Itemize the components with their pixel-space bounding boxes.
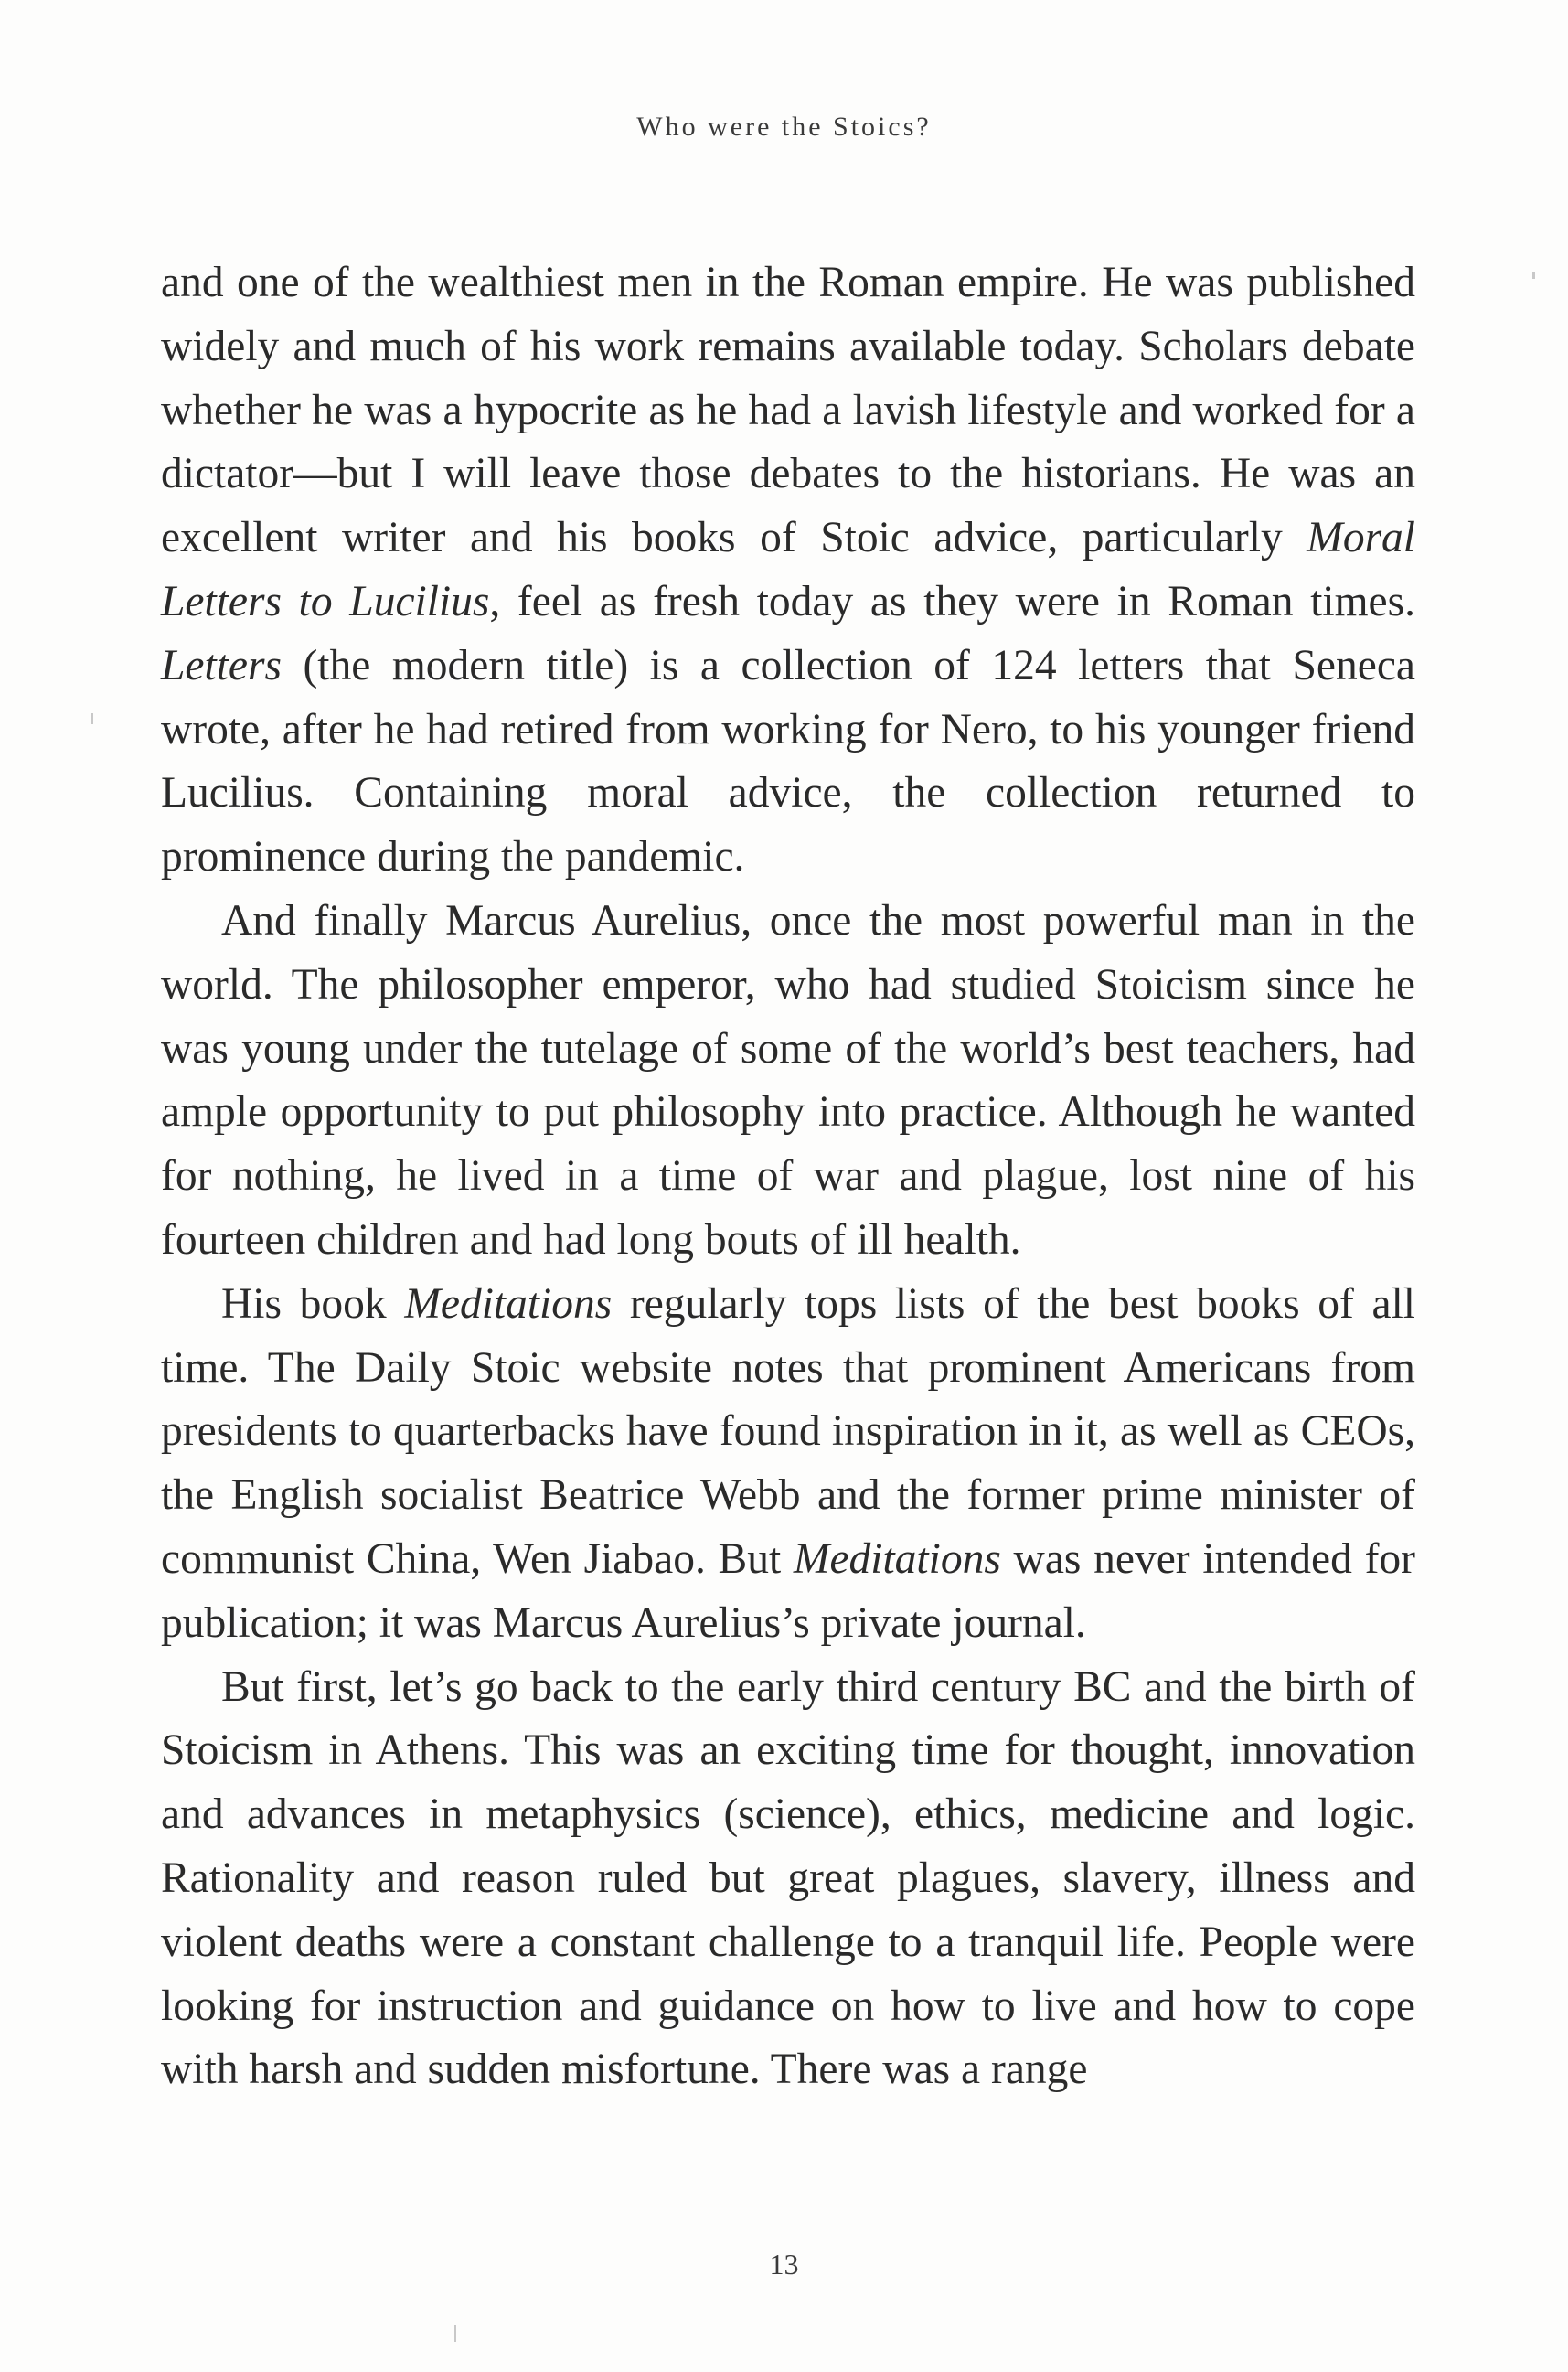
text-run: , feel as fresh today as they were in Roman times. xyxy=(489,577,1415,625)
italic-title: Meditations xyxy=(793,1534,1001,1583)
text-run: But first, let’s go back to the early third century BC and the birth of Stoicism in Athens. This was an exciting time for thought, innovation and advances in metaphysics (science), ethics, medicine and logic. Rationality and reason ruled but great plagues, slavery, illness and violent deaths were a constant challenge to a tranquil life. People were looking for instruction and guidance on how to live and how to cope with harsh and sudden misfortune. There was a range xyxy=(161,1662,1415,2094)
scan-speck xyxy=(1532,272,1535,279)
paragraph xyxy=(161,890,1415,1273)
text-run: was never intended for publication; it was Marcus Aurelius’s private journal. xyxy=(161,1534,1415,1647)
italic-title: Moral Letters to Lucilius xyxy=(161,514,1415,625)
text-run: regularly tops lists of the best books of all time. The Daily Stoic website notes that prominent Americans from presidents to quarterbacks have found inspiration in it, as well as CEOs, the English socialist Beatrice Webb and the former prime minister of communist China, Wen Jiabao. But xyxy=(161,1279,1415,1583)
body-text xyxy=(161,251,1415,2102)
scan-speck xyxy=(454,2325,456,2342)
text-run: And finally Marcus Aurelius, once the most powerful man in the world. The philosopher emperor, who had studied Stoicism since he was young under the tutelage of some of the world’s best teachers, had ample opportunity to put philosophy into practice. Although he wanted for nothing, he lived in a time of war and plague, lost nine of his fourteen children and had long bouts of ill health. xyxy=(161,896,1415,1264)
text-run: (the modern title) is a collection of 124 letters that Seneca wrote, after he had retired from working for Nero, to his younger friend Lucilius. Containing moral advice, the collection returned to prominence during the pandemic. xyxy=(161,641,1415,881)
running-head: Who were the Stoics? xyxy=(636,112,932,142)
text-run: and one of the wealthiest men in the Roman empire. He was published widely and much of his work remains available today. Scholars debate whether he was a hypocrite as he had a lavish lifestyle and worked for a dictator—but I will leave those debates to the historians. He was an excellent writer and his books of Stoic advice, particularly xyxy=(161,259,1415,562)
paragraph xyxy=(161,1656,1415,2103)
paragraph xyxy=(161,1273,1415,1656)
italic-title: Meditations xyxy=(404,1279,613,1328)
text-run: His book xyxy=(221,1279,405,1328)
page-number: 13 xyxy=(769,2248,799,2281)
italic-title: Letters xyxy=(161,641,282,689)
paragraph xyxy=(161,251,1415,890)
scan-speck xyxy=(91,713,93,724)
